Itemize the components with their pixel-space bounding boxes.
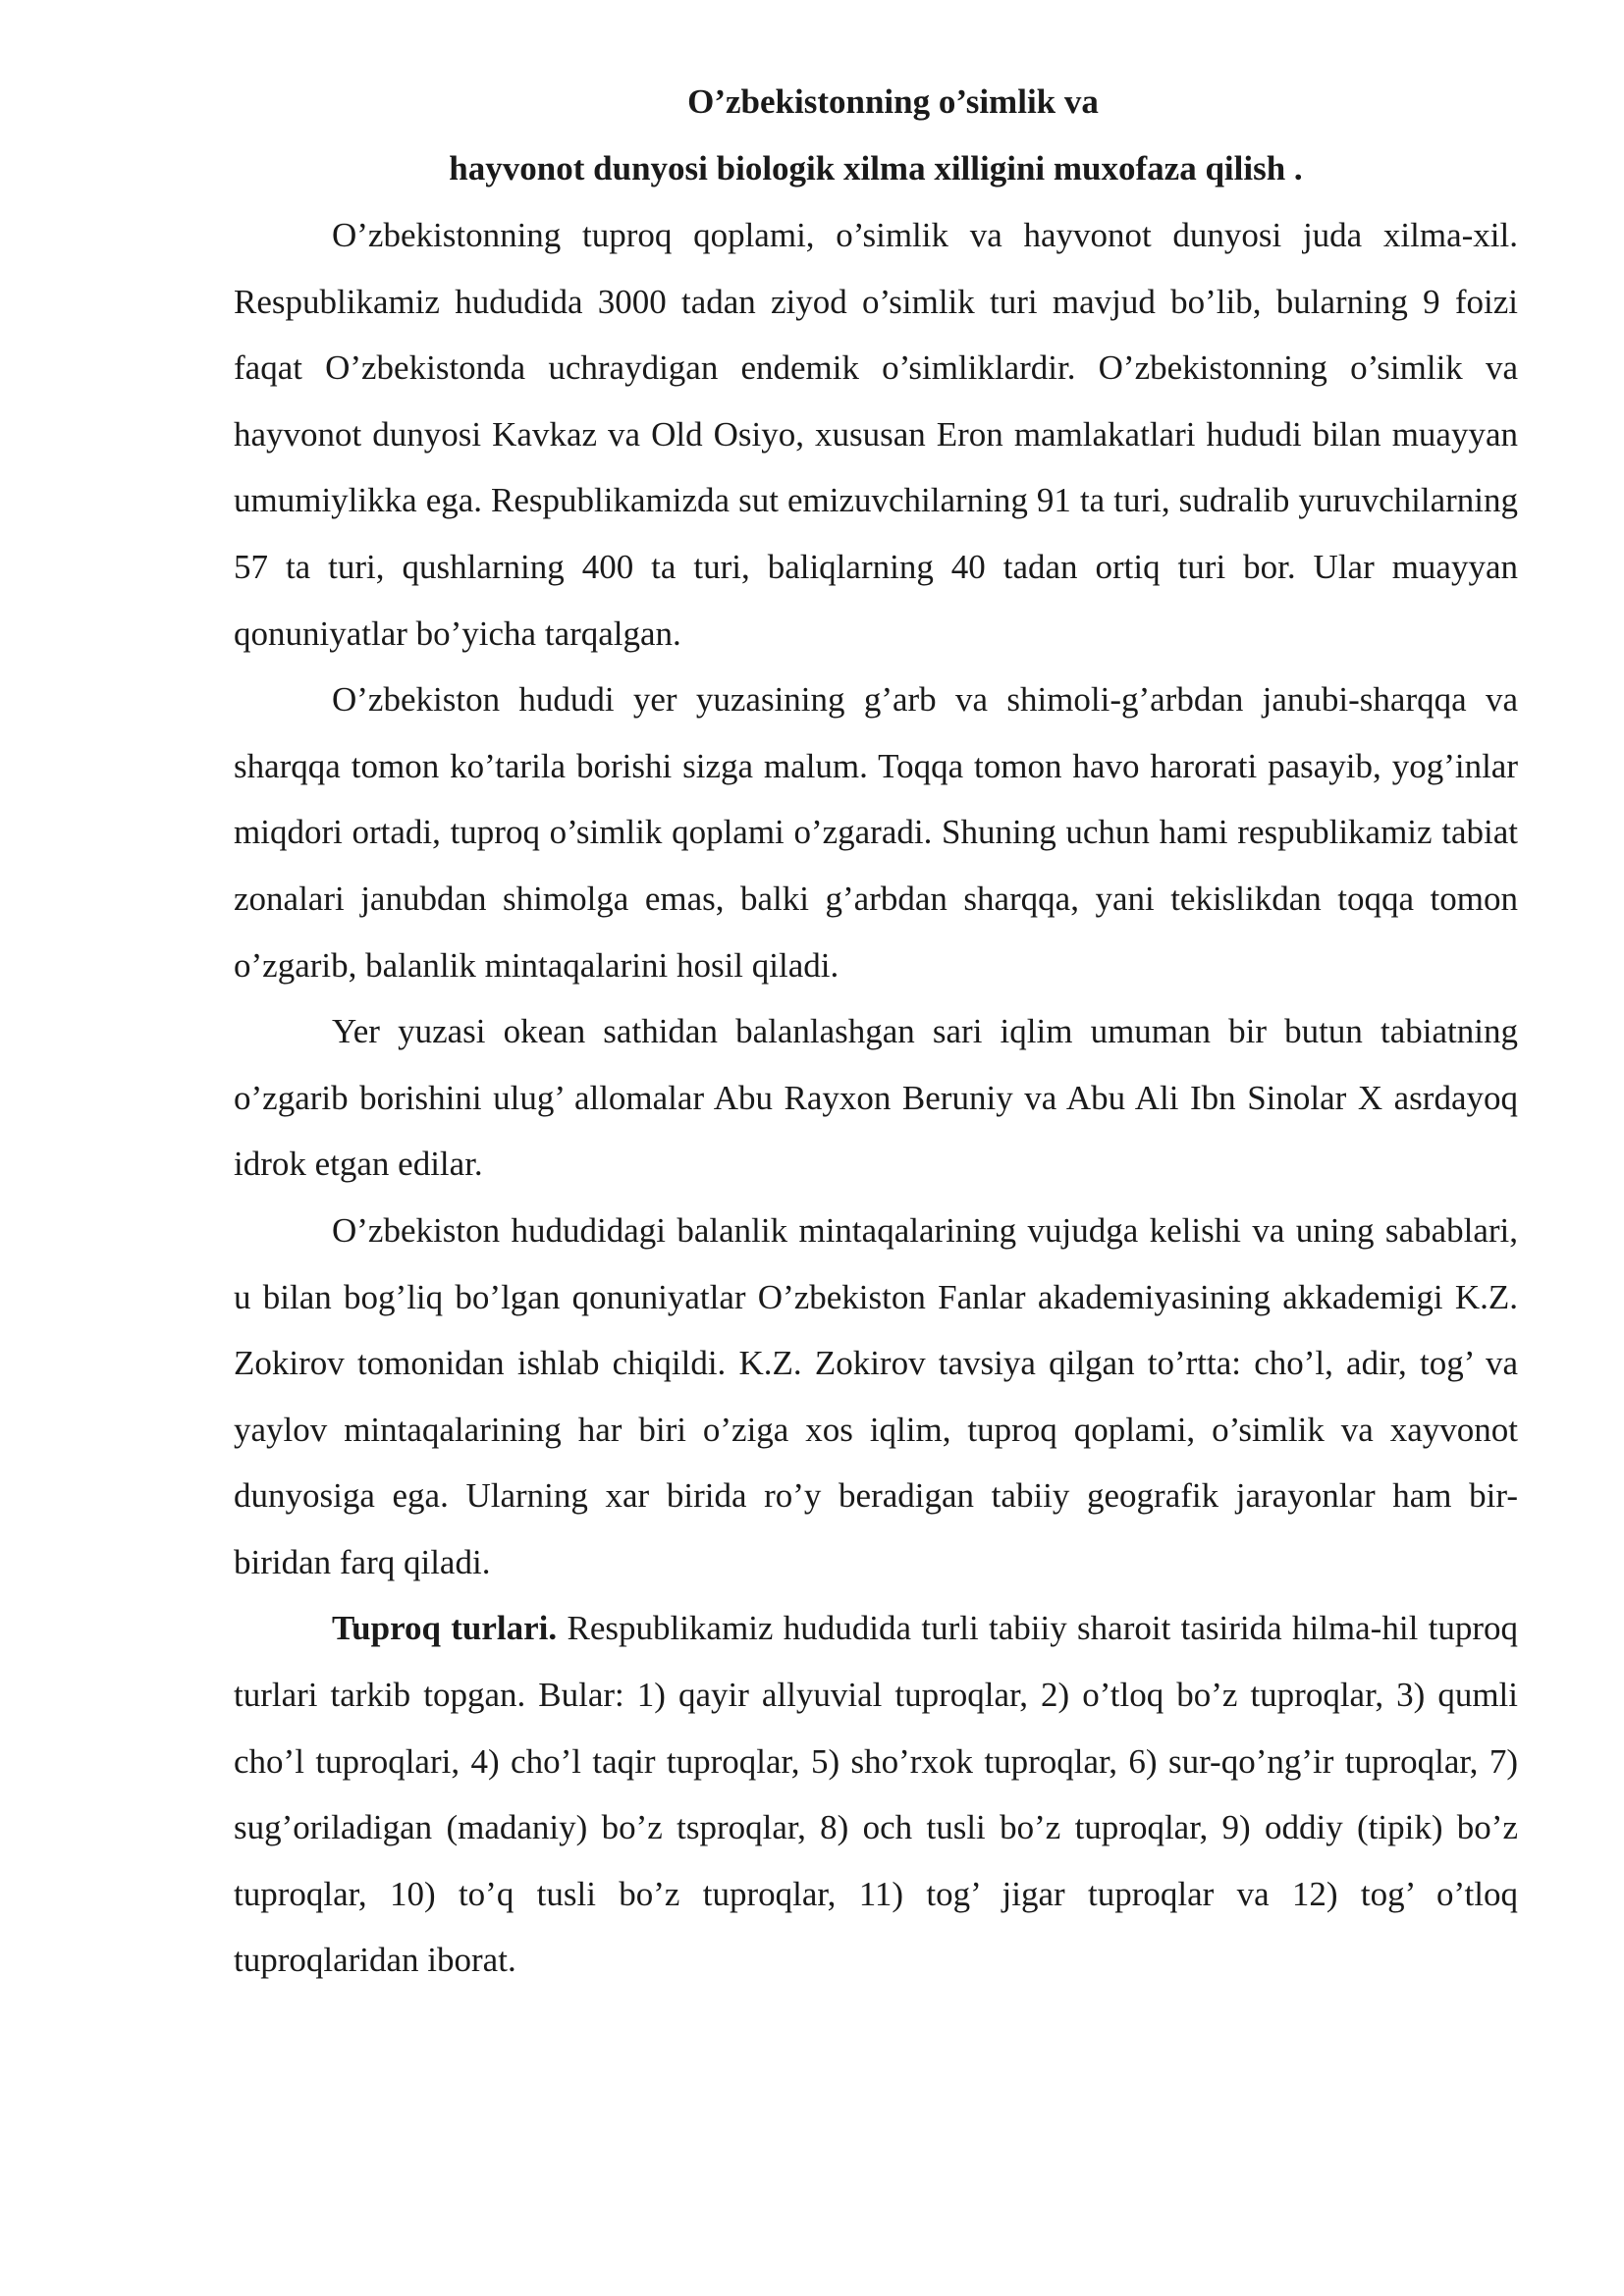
document-title-line-1: O’zbekistonning o’simlik va (687, 82, 1099, 121)
paragraph-scholars: Yer yuzasi okean sathidan balanlashgan sari iqlim umuman bir butun tabiatning o’zgarib borishini ulug’ allomalar Abu Rayxon Beruniy va Abu Ali Ibn Sinolar X asrdayoq idrok etgan edilar. (234, 1012, 1518, 1184)
paragraph-altitude-zones: O’zbekiston hududidagi balanlik mintaqalarining vujudga kelishi va uning sabablari, u bilan bog’liq bo’lgan qonuniyatlar O’zbekiston Fanlar akademiyasining akkademigi K.Z. Zokirov tomonidan ishlab chiqildi. K.Z. Zokirov tavsiya qilgan to’rtta: cho’l, adir, tog’ va yaylov mintaqalarining har biri o’ziga xos iqlim, tuproq qoplami, o’simlik va xayvonot dunyosiga ega. Ularning xar birida ro’y beradigan tabiiy geografik jarayonlar ham bir-biridan farq qiladi. (234, 1210, 1518, 1581)
paragraph-relief: O’zbekiston hududi yer yuzasining g’arb va shimoli-g’arbdan janubi-sharqqa va sharqqa tomon ko’tarila borishi sizga malum. Toqqa tomon havo harorati pasayib, yog’inlar miqdori ortadi, tuproq o’simlik qoplami o’zgaradi. Shuning uchun hami respublikamiz tabiat zonalari janubdan shimolga emas, balki g’arbdan sharqqa, yani tekislikdan toqqa tomon o’zgarib, balanlik mintaqalarini hosil qiladi. (234, 680, 1518, 985)
soil-types-text: Respublikamiz hududida turli tabiiy sharoit tasirida hilma-hil tuproq turlari tarkib topgan. Bular: 1) qayir allyuvial tuproqlar, 2) o’tloq bo’z tuproqlar, 3) qumli cho’l tuproqlari, 4) cho’l taqir tuproqlar, 5) sho’rxok tuproqlar, 6) sur-qo’ng’ir tuproqlar, 7) sug’oriladigan (madaniy) bo’z tsproqlar, 8) och tusli bo’z tuproqlar, 9) oddiy (tipik) bo’z tuproqlar, 10) to’q tusli bo’z tuproqlar, 11) tog’ jigar tuproqlar va 12) tog’ o’tloq tuproqlaridan iborat. (234, 1609, 1518, 1980)
document-title-line-2: hayvonot dunyosi biologik xilma xilligini muxofaza qilish . (449, 149, 1303, 187)
soil-types-heading: Tuproq turlari. (332, 1609, 558, 1648)
paragraph-flora-fauna: O’zbekistonning tuproq qoplami, o’simlik va hayvonot dunyosi juda xilma-xil. Respublikamiz hududida 3000 tadan ziyod o’simlik turi mavjud bo’lib, bularning 9 foizi faqat O’zbekistonda uchraydigan endemik o’simliklardir. O’zbekistonning o’simlik va hayvonot dunyosi Kavkaz va Old Osiyo, xususan Eron mamlakatlari hududi bilan muayyan umumiylikka ega. Respublikamizda sut emizuvchilarning 91 ta turi, sudralib yuruvchilarning 57 ta turi, qushlarning 400 ta turi, baliqlarning 40 tadan ortiq turi bor. Ular muayyan qonuniyatlar bo’yicha tarqalgan. (234, 216, 1518, 653)
document-page (234, 69, 1518, 1994)
paragraph-soil-types (234, 1595, 1518, 1994)
